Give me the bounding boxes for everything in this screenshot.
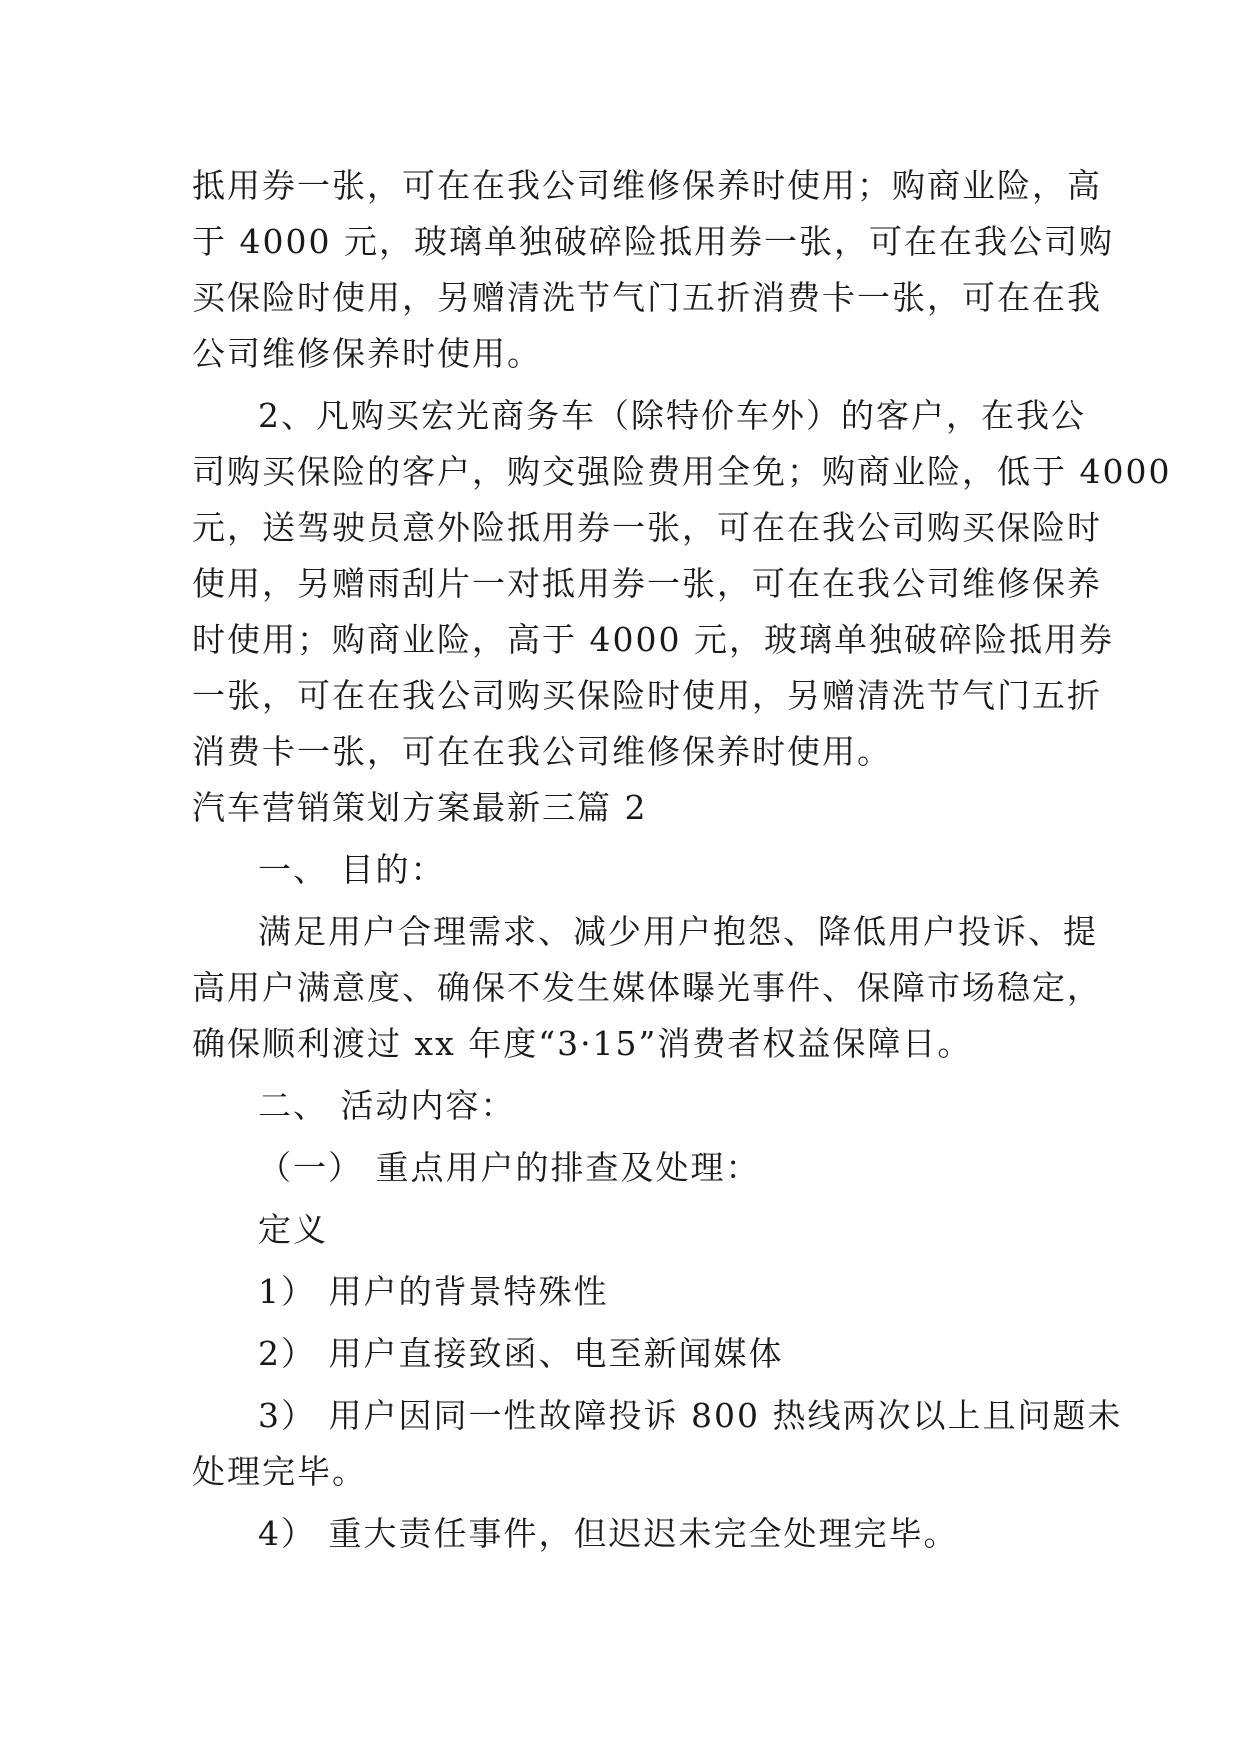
paragraph-line: 一张，可在在我公司购买保险时使用，另赠清洗节气门五折	[192, 676, 1102, 715]
paragraph-line: 买保险时使用，另赠清洗节气门五折消费卡一张，可在在我	[192, 278, 1102, 317]
paragraph-line: 抵用券一张，可在在我公司维修保养时使用；购商业险，高	[192, 166, 1102, 205]
list-item: 3） 用户因同一性故障投诉 800 热线两次以上且问题未	[258, 1396, 1123, 1435]
paragraph-line: 公司维修保养时使用。	[192, 334, 542, 373]
paragraph-line: 满足用户合理需求、减少用户抱怨、降低用户投诉、提	[258, 912, 1098, 951]
paragraph-line: 确保顺利渡过 xx 年度“3·15”消费者权益保障日。	[192, 1024, 973, 1063]
paragraph-line: 司购买保险的客户，购交强险费用全免；购商业险，低于 4000	[192, 452, 1172, 491]
paragraph-line: 于 4000 元，玻璃单独破碎险抵用券一张，可在在我公司购	[192, 222, 1114, 261]
list-item-continuation: 处理完毕。	[192, 1452, 367, 1491]
paragraph-line: 2、凡购买宏光商务车（除特价车外）的客户，在我公	[258, 396, 1086, 435]
list-item: 2） 用户直接致函、电至新闻媒体	[258, 1334, 784, 1373]
subheading-key-users: （一） 重点用户的排查及处理：	[258, 1148, 761, 1187]
definition-label: 定义	[258, 1210, 328, 1249]
paragraph-line: 消费卡一张，可在在我公司维修保养时使用。	[192, 732, 892, 771]
list-item: 1） 用户的背景特殊性	[258, 1272, 609, 1311]
paragraph-line: 元，送驾驶员意外险抵用券一张，可在在我公司购买保险时	[192, 508, 1102, 547]
paragraph-line: 时使用；购商业险，高于 4000 元，玻璃单独破碎险抵用券	[192, 620, 1114, 659]
paragraph-line: 使用，另赠雨刮片一对抵用券一张，可在在我公司维修保养	[192, 564, 1102, 603]
section-title: 汽车营销策划方案最新三篇 2	[192, 788, 648, 827]
heading-purpose: 一、 目的：	[258, 850, 446, 889]
heading-activity: 二、 活动内容：	[258, 1086, 516, 1125]
document-body	[192, 158, 1172, 1562]
list-item: 4） 重大责任事件，但迟迟未完全处理完毕。	[258, 1514, 959, 1553]
paragraph-line: 高用户满意度、确保不发生媒体曝光事件、保障市场稳定，	[192, 968, 1102, 1007]
